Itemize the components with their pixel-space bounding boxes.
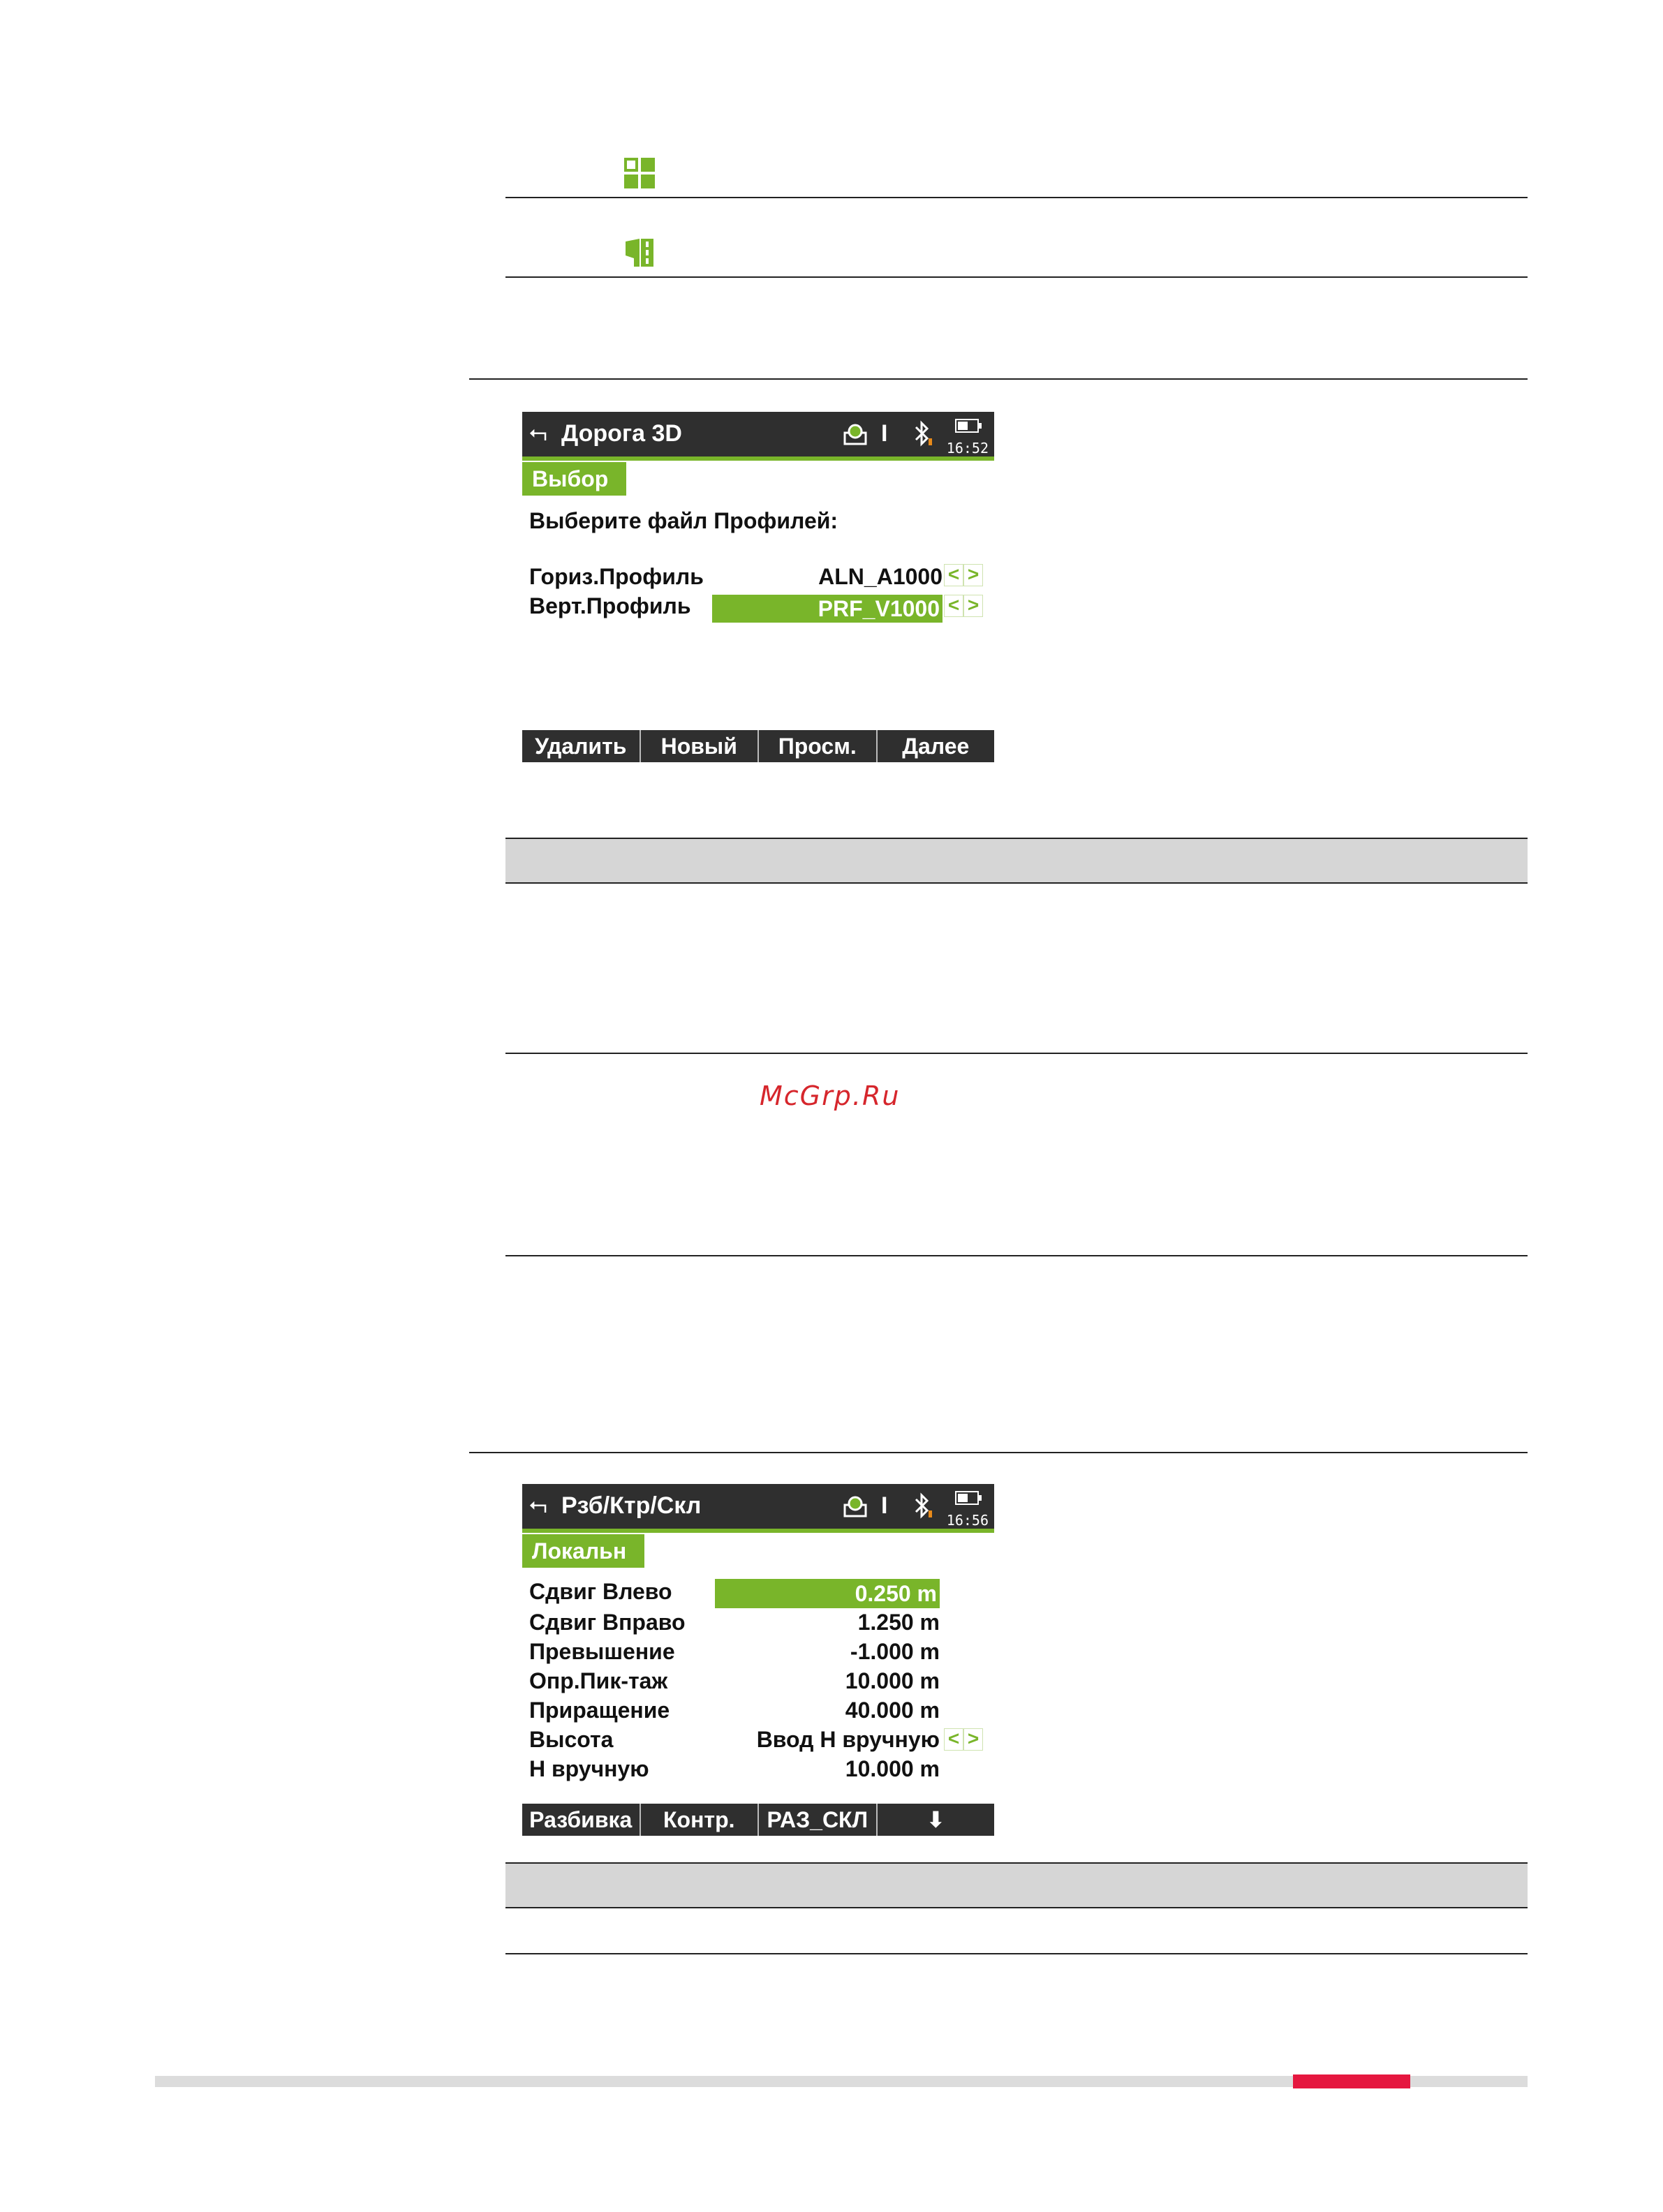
field-label: Опр.Пик-таж xyxy=(529,1668,668,1693)
right-arrow-icon[interactable]: > xyxy=(963,1728,983,1751)
clock: 16:52 xyxy=(946,440,989,456)
page-down-button[interactable]: ⬇ xyxy=(926,1807,945,1832)
stakeout-button[interactable]: Разбивка xyxy=(522,1804,641,1836)
device-screen-road3d xyxy=(522,412,994,765)
title-underline xyxy=(522,1529,994,1533)
prompt-text: Выберите файл Профилей: xyxy=(529,508,838,533)
table-header-band xyxy=(505,1862,1528,1907)
device-screen-stakeout xyxy=(522,1484,994,1837)
softkey-bar xyxy=(522,730,994,762)
title-bar xyxy=(522,412,994,456)
divider xyxy=(505,838,1528,839)
battery-icon xyxy=(955,1491,979,1505)
field-value[interactable]: 40.000 m xyxy=(845,1698,940,1723)
field-value[interactable]: -1.000 m xyxy=(850,1639,940,1664)
left-arrow-icon[interactable]: < xyxy=(944,595,963,617)
prism-icon: I xyxy=(881,1492,888,1519)
instrument-icon xyxy=(842,1492,870,1527)
table-header-band xyxy=(505,838,1528,882)
instrument-icon xyxy=(842,420,870,454)
road-sign-icon xyxy=(624,237,655,268)
divider xyxy=(505,882,1528,884)
field-value[interactable]: 10.000 m xyxy=(845,1668,940,1693)
left-arrow-icon[interactable]: < xyxy=(944,1728,963,1751)
divider xyxy=(505,1862,1528,1864)
divider xyxy=(505,1953,1528,1954)
title-underline xyxy=(522,456,994,461)
title-bar xyxy=(522,1484,994,1529)
divider xyxy=(469,378,1528,380)
screen-title: Дорога 3D xyxy=(561,420,682,447)
right-arrow-icon[interactable]: > xyxy=(963,564,983,586)
field-value[interactable]: 10.000 m xyxy=(845,1756,940,1781)
field-value-vertical[interactable]: PRF_V1000 xyxy=(712,595,943,623)
field-label-vertical: Верт.Профиль xyxy=(529,593,691,618)
clock: 16:56 xyxy=(946,1512,989,1529)
view-button[interactable]: Просм. xyxy=(759,730,878,762)
divider xyxy=(469,1452,1528,1453)
back-icon[interactable]: ⮢ xyxy=(529,419,547,444)
check-button[interactable]: Контр. xyxy=(641,1804,760,1836)
left-arrow-icon[interactable]: < xyxy=(944,564,963,586)
back-icon[interactable]: ⮢ xyxy=(529,1491,547,1516)
choice-arrows[interactable] xyxy=(944,1728,984,1751)
divider xyxy=(505,1907,1528,1908)
divider xyxy=(505,1255,1528,1256)
choice-arrows[interactable] xyxy=(944,564,984,586)
choice-arrows[interactable] xyxy=(944,595,984,617)
field-value[interactable]: 1.250 m xyxy=(857,1610,940,1635)
softkey-bar xyxy=(522,1804,994,1836)
delete-button[interactable]: Удалить xyxy=(522,730,641,762)
field-value[interactable]: Ввод Н вручную xyxy=(756,1727,940,1752)
field-label: Превышение xyxy=(529,1639,675,1664)
footer-accent xyxy=(1293,2074,1410,2088)
field-label: Приращение xyxy=(529,1698,670,1723)
divider xyxy=(505,1053,1528,1054)
field-label-horizontal: Гориз.Профиль xyxy=(529,564,704,589)
new-button[interactable]: Новый xyxy=(641,730,760,762)
page-tab[interactable]: Локальн xyxy=(522,1534,644,1568)
bluetooth-icon xyxy=(910,1492,934,1527)
screen-title: Рзб/Ктр/Скл xyxy=(561,1492,702,1519)
field-value[interactable]: 0.250 m xyxy=(715,1579,940,1608)
field-value-horizontal[interactable]: ALN_A1000 xyxy=(818,564,943,589)
divider xyxy=(505,276,1528,278)
field-label: Сдвиг Влево xyxy=(529,1579,672,1604)
divider xyxy=(505,197,1528,198)
bluetooth-icon xyxy=(910,420,934,454)
prism-icon: I xyxy=(881,420,888,447)
watermark: McGrp.Ru xyxy=(760,1081,901,1111)
battery-icon xyxy=(955,419,979,433)
field-label: Сдвиг Вправо xyxy=(529,1610,686,1635)
field-label: Н вручную xyxy=(529,1756,649,1781)
page-tab[interactable]: Выбор xyxy=(522,462,626,496)
field-label: Высота xyxy=(529,1727,614,1752)
next-button[interactable]: Далее xyxy=(902,734,970,759)
slope-stakeout-button[interactable]: РАЗ_СКЛ xyxy=(759,1804,878,1836)
quadrant-icon xyxy=(624,158,655,188)
right-arrow-icon[interactable]: > xyxy=(963,595,983,617)
